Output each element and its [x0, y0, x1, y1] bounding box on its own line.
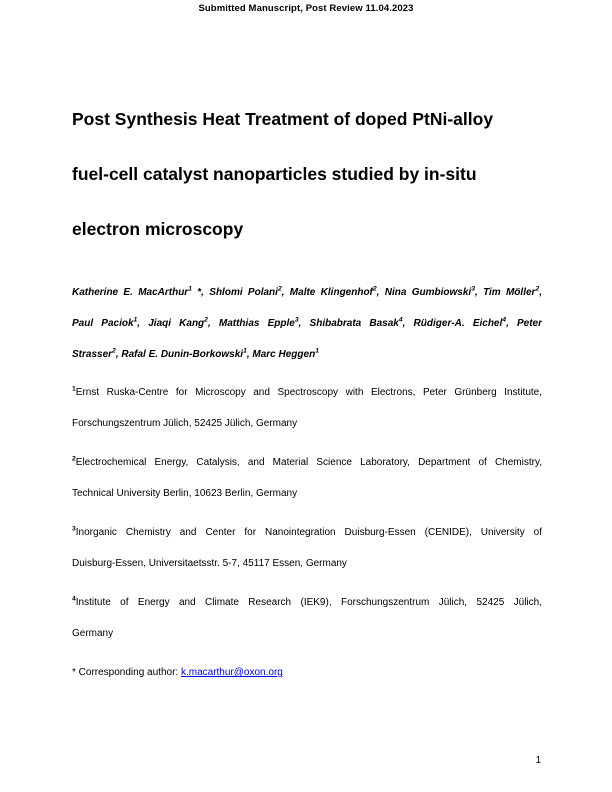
author-list-line-1: Katherine E. MacArthur$^1$ *, Shlomi Polani$^2$, Malte Klingenhof$^2$, Nina Gumbiowski$^3$, Tim Möller$^2$, — [72, 285, 542, 298]
affiliation-superscript: 1 — [188, 285, 192, 293]
paper-title — [72, 92, 542, 257]
affiliations-block — [72, 377, 542, 688]
author-list-line-3: Strasser$^2$, Rafal E. Dunin-Borkowski$^1$, Marc Heggen$^1$ — [72, 347, 319, 360]
affiliation-2 — [72, 447, 542, 509]
affiliation-3-line-1: $^3$Inorganic Chemistry and Center for Nanointegration Duisburg-Essen (CENIDE), University of — [72, 525, 542, 538]
paper-title-line-2: fuel-cell catalyst nanoparticles studied by in-situ — [72, 164, 477, 184]
affiliation-superscript: 1 — [72, 385, 76, 393]
affiliation-3-line-2: Duisburg-Essen, Universitaetsstr. 5-7, 45117 Essen, Germany — [72, 558, 347, 569]
affiliation-superscript: 1 — [243, 347, 247, 355]
paper-title-line-1: Post Synthesis Heat Treatment of doped PtNi-alloy — [72, 109, 494, 129]
affiliation-superscript: 2 — [72, 455, 76, 463]
affiliation-2-line-1: $^2$Electrochemical Energy, Catalysis, and Material Science Laboratory, Department of Chemistry, — [72, 455, 542, 468]
affiliation-superscript: 2 — [277, 285, 282, 293]
page-number: 1 — [535, 755, 541, 766]
affiliation-superscript: 2 — [112, 347, 116, 355]
affiliation-4-line-1: $^4$Institute of Energy and Climate Research (IEK9), Forschungszentrum Jülich, 52425 Jülich, — [72, 595, 542, 608]
corresponding-author-line — [72, 657, 542, 688]
affiliation-superscript: 3 — [294, 316, 299, 324]
author-list — [72, 277, 542, 370]
affiliation-superscript: 4 — [502, 316, 507, 324]
affiliation-superscript: 4 — [72, 595, 76, 603]
affiliation-1-line-1: $^1$Ernst Ruska-Centre for Microscopy and Spectroscopy with Electrons, Peter Grünberg Institute, — [72, 385, 542, 398]
affiliation-superscript: 3 — [471, 285, 475, 293]
affiliation-2-line-2: Technical University Berlin, 10623 Berlin, Germany — [72, 488, 298, 499]
affiliation-1-line-2: Forschungszentrum Jülich, 52425 Jülich, Germany — [72, 418, 298, 429]
affiliation-superscript: 3 — [72, 525, 76, 533]
affiliation-superscript: 2 — [372, 285, 377, 293]
affiliation-superscript: 1 — [315, 347, 319, 355]
affiliation-superscript: 2 — [204, 316, 208, 324]
affiliation-superscript: 1 — [133, 316, 138, 324]
affiliation-3 — [72, 517, 542, 579]
paper-title-line-3: electron microscopy — [72, 219, 244, 239]
affiliation-4-line-2: Germany — [72, 628, 114, 639]
affiliation-superscript: 4 — [398, 316, 403, 324]
affiliation-4 — [72, 587, 542, 649]
affiliation-superscript: 2 — [535, 285, 540, 293]
email-link[interactable]: k.macarthur@oxon.org — [180, 667, 283, 678]
running-header: Submitted Manuscript, Post Review 11.04.2023 — [198, 3, 414, 14]
corresponding-author-text: * Corresponding author: k.macarthur@oxon.org — [72, 667, 283, 678]
author-list-line-2: Paul Paciok$^1$, Jiaqi Kang$^2$, Matthias Epple$^3$, Shibabrata Basak$^4$, Rüdiger-A. Eichel$^4$, Peter — [72, 316, 542, 329]
affiliation-1 — [72, 377, 542, 439]
